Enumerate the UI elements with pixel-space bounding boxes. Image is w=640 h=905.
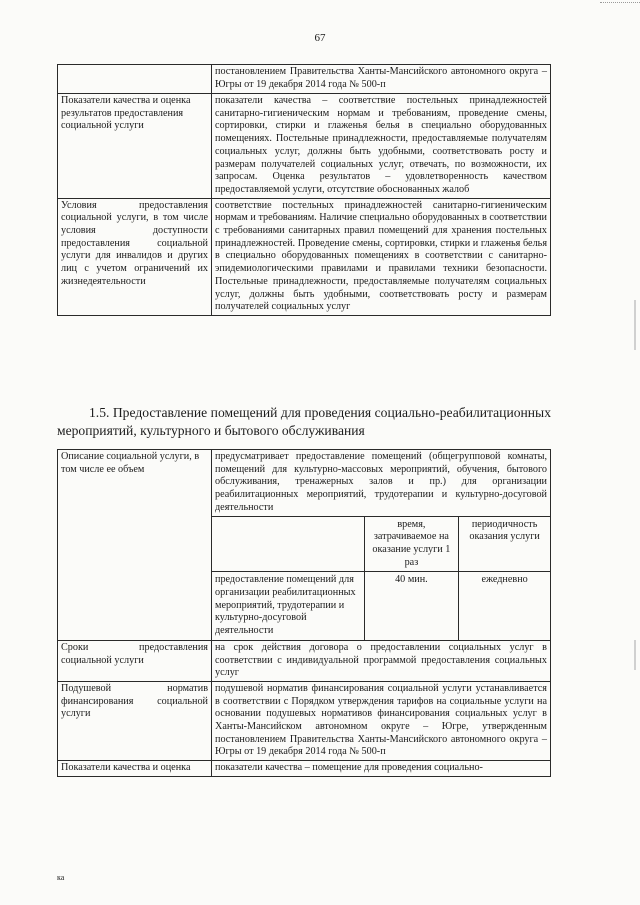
table-row xyxy=(58,198,551,315)
section-heading: 1.5. Предоставление помещений для проведения социально-реабилитационных мероприятий, культурного и бытового обслуживания xyxy=(57,405,551,438)
table-cell-text: подушевой норматив финансирования социальной услуги устанавливается в соответствии с Порядком утверждения тарифов на социальные услуги на основании подушевых нормативов финансирования социальных услуг в Ханты-Мансийском автономном округе – Югре, утвержденным постановлением Правительства Ханты-Мансийского автономного округа – Югры от 19 декабря 2014 года № 500-п xyxy=(212,681,551,760)
table-cell-label: Показатели качества и оценка xyxy=(58,761,212,777)
table-cell-frequency: ежедневно xyxy=(459,572,550,640)
table-cell-label: Сроки предоставления социальной услуги xyxy=(58,640,212,681)
service-table-continued xyxy=(57,64,551,316)
table-cell-label: Подушевой норматив финансирования социальной услуги xyxy=(58,681,212,760)
table-row xyxy=(58,761,551,777)
service-time-table xyxy=(212,516,550,640)
footer-mark: ка xyxy=(57,873,65,882)
table-cell-text: постановлением Правительства Ханты-Мансийского автономного округа – Югры от 19 декабря 2014 года № 500-п xyxy=(212,65,551,94)
table-row xyxy=(58,94,551,199)
column-header-time: время, затрачиваемое на оказание услуги 1 раз xyxy=(364,516,459,572)
scan-artifact xyxy=(634,640,636,670)
table-row xyxy=(212,572,550,640)
table-row xyxy=(58,450,551,641)
table-cell-text: показатели качества – помещение для проведения социально- xyxy=(212,761,551,777)
table-cell-composite xyxy=(212,450,551,641)
table-row xyxy=(212,516,550,572)
table-cell-text: показатели качества – соответствие постельных принадлежностей санитарно-гигиеническим нормам и требованиям, проведение смены, сортировки, стирки и глаженья белья в специально оборудованных помещениях. Постельные принадлежности, предоставляемые получателям социальных услуг, должны быть удобными, соответствовать росту и размерам получателей социальных услуг, отвечать, по возможности, их запросам. Оценка результатов – удовлетворенность качеством предоставляемой услуги, отсутствие обоснованных жалоб xyxy=(212,94,551,199)
service-table xyxy=(57,449,551,777)
table-row xyxy=(58,681,551,760)
column-header-frequency: периодичность оказания услуги xyxy=(459,516,550,572)
table-cell-label: Описание социальной услуги, в том числе ее объем xyxy=(58,450,212,641)
scan-artifact xyxy=(634,300,636,350)
table-cell-time: 40 мин. xyxy=(364,572,459,640)
table-cell-label: Условия предоставления социальной услуги, в том числе условия доступности предоставления социальной услуги для инвалидов и других лиц с учетом ограничений их жизнедеятельности xyxy=(58,198,212,315)
service-description: предусматривает предоставление помещений (общегрупповой комнаты, помещений для культурно-массовых мероприятий, обучения, бытового обслуживания, тренажерных залов и пр.) для организации реабилитационных мероприятий, трудотерапии и культурно-досуговой деятельности xyxy=(215,451,547,513)
table-cell-empty xyxy=(58,65,212,94)
table-cell-text: соответствие постельных принадлежностей санитарно-гигиеническим нормам и требованиям. Наличие специально оборудованных в соответствии с требованиями санитарных правил помещений для хранения постельных принадлежностей. Проведение смены, сортировки, стирки и глаженья белья в специально оборудованных помещениях в соответствии с санитарно-эпидемиологическими правилами и правилами техники безопасности. Постельные принадлежности, предоставляемые получателям социальных услуг, должны быть удобными, соответствовать росту и размерам получателей социальных услуг xyxy=(212,198,551,315)
table-cell-service: предоставление помещений для организации реабилитационных мероприятий, трудотерапии и культурно-досуговой деятельности xyxy=(212,572,364,640)
table-cell-label: Показатели качества и оценка результатов предоставления социальной услуги xyxy=(58,94,212,199)
page-number: 67 xyxy=(314,32,326,44)
table-row xyxy=(58,640,551,681)
table-cell-empty xyxy=(212,516,364,572)
table-cell-text: на срок действия договора о предоставлении социальных услуг в соответствии с индивидуальной программой предоставления социальных услуг xyxy=(212,640,551,681)
scan-edge-mark xyxy=(600,2,640,3)
table-row xyxy=(58,65,551,94)
